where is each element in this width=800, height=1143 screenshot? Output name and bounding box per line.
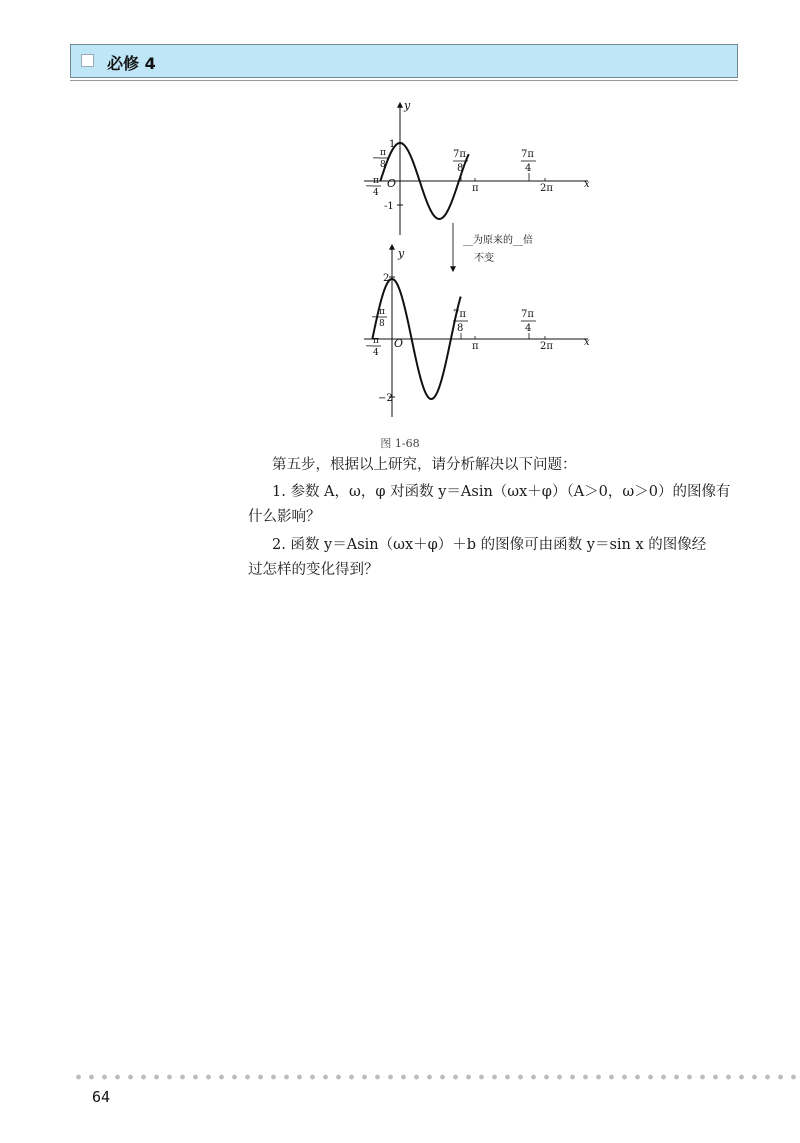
question1-line2: 什么影响？ [248, 509, 321, 525]
svg-text:π: π [379, 307, 385, 317]
bottom-y-pos-tick: 2 [383, 273, 390, 284]
top-tick-2pi: 2π [540, 183, 553, 194]
bottom-y-neg-tick: −2 [378, 393, 393, 404]
bottom-origin-label: O [394, 337, 404, 350]
svg-text:−: − [365, 341, 374, 352]
transform-note-line2: 不变 [474, 253, 494, 264]
svg-text:8: 8 [379, 319, 385, 329]
svg-text:8: 8 [457, 323, 464, 334]
step5-text: 第五步，根据以上研究，请分析解决以下问题： [272, 457, 577, 473]
question2-line1: 2. 函数 y＝Asin（ωx＋φ）＋b 的图像可由函数 y＝sin x 的图像经 [272, 537, 707, 553]
page-number: 64 [92, 1088, 111, 1106]
chapter-header-bar [70, 44, 738, 78]
svg-text:8: 8 [380, 160, 386, 170]
header-square-icon [81, 54, 94, 67]
bottom-tick-7pi-8 [453, 309, 468, 339]
bottom-tick-7pi-4 [521, 309, 536, 339]
header-rule [70, 80, 738, 81]
top-graph [364, 99, 590, 235]
top-y-label: y [404, 99, 411, 112]
svg-text:4: 4 [525, 163, 532, 174]
sine-transform-figure [350, 95, 610, 430]
chapter-title: 必修 4 [107, 54, 156, 73]
svg-text:7π: 7π [521, 149, 534, 160]
svg-text:4: 4 [373, 188, 379, 198]
svg-text:−: − [371, 312, 380, 323]
top-x-label: x [584, 179, 590, 190]
transform-arrow [453, 223, 533, 271]
footer-dotted-rule [72, 1074, 800, 1080]
top-tick-pi: π [472, 183, 479, 194]
bottom-y-label: y [398, 247, 405, 260]
question1-line1: 1. 参数 A，ω，φ 对函数 y＝Asin（ωx＋φ）（A＞0，ω＞0）的图像有 [272, 484, 731, 500]
top-origin-label: O [387, 177, 397, 190]
svg-text:7π: 7π [521, 309, 534, 320]
svg-text:−: − [372, 153, 381, 164]
bottom-graph [364, 245, 590, 417]
figure-caption: 图 1-68 [380, 437, 420, 450]
svg-text:π: π [373, 176, 379, 186]
top-y-pos-tick: 1 [389, 139, 396, 150]
bottom-x-label: x [584, 337, 590, 348]
top-y-neg-tick: -1 [384, 201, 394, 212]
question2-line2: 过怎样的变化得到？ [248, 562, 379, 578]
svg-text:−: − [365, 181, 374, 192]
bottom-tick-pi: π [472, 341, 479, 352]
svg-text:7π: 7π [453, 149, 466, 160]
svg-text:π: π [380, 148, 386, 158]
svg-text:π: π [373, 336, 379, 346]
top-tick-7pi-4 [521, 149, 536, 181]
top-tick-neg-pi-4 [365, 176, 381, 198]
svg-text:7π: 7π [453, 309, 466, 320]
svg-text:4: 4 [525, 323, 532, 334]
svg-text:8: 8 [457, 163, 464, 174]
bottom-tick-2pi: 2π [540, 341, 553, 352]
transform-note-line1: __为原来的__倍 [463, 235, 533, 246]
svg-text:4: 4 [373, 348, 379, 358]
